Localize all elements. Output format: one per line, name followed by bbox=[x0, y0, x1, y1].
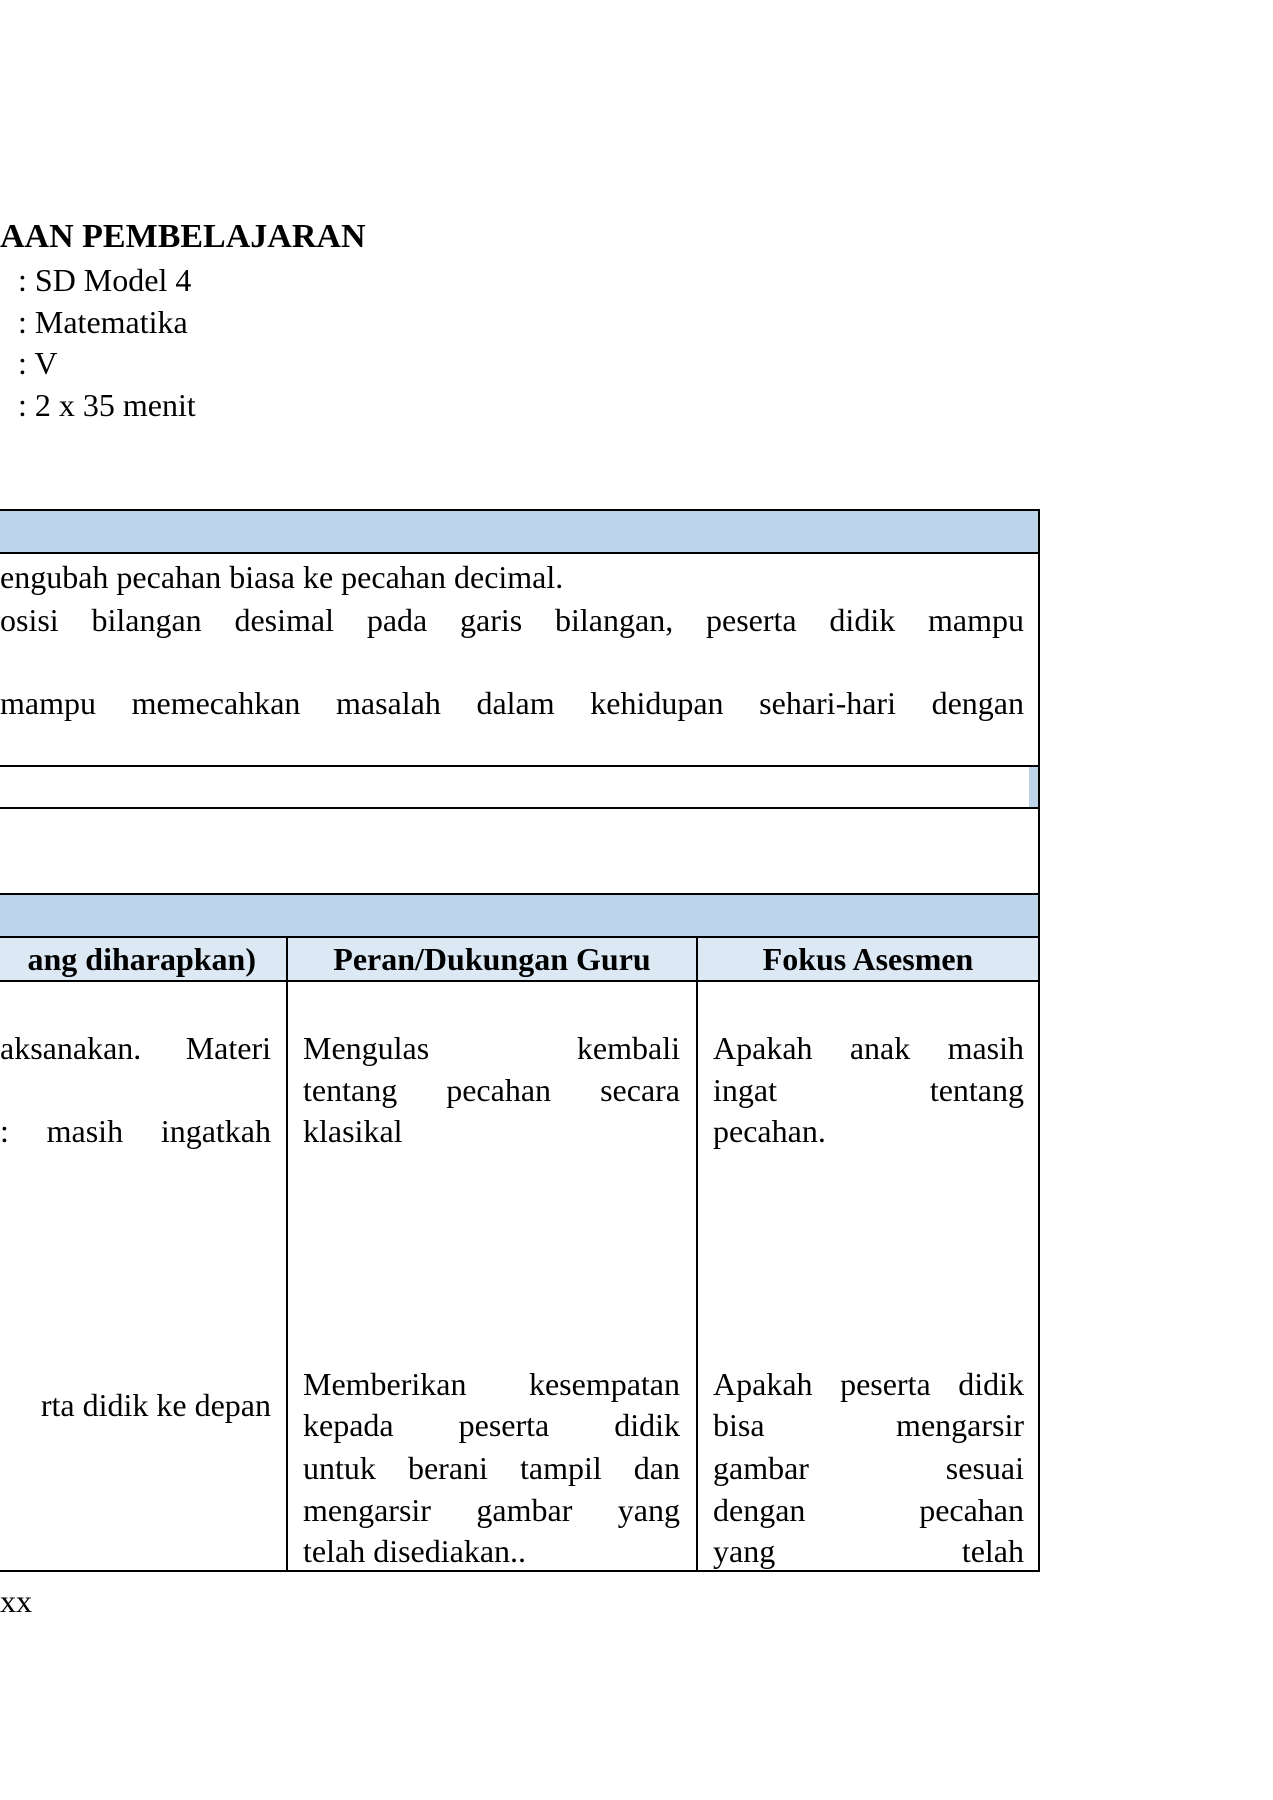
column-divider bbox=[286, 936, 288, 1572]
section-band-3 bbox=[0, 894, 1039, 937]
objective-line: osisi bilangan desimal pada garis bilangan, peserta didik mampu bbox=[0, 602, 1024, 638]
table-border bbox=[0, 936, 1040, 938]
table-border bbox=[0, 807, 1040, 809]
field-duration: : 2 x 35 menit bbox=[18, 387, 196, 423]
assessment-line: pecahan. bbox=[713, 1113, 826, 1149]
table-border bbox=[1038, 509, 1040, 1572]
column-divider bbox=[696, 936, 698, 1572]
objective-line: engubah pecahan biasa ke pecahan decimal. bbox=[0, 559, 564, 595]
assessment-line: Apakah anak masih bbox=[713, 1030, 1024, 1066]
assessment-line: dengan pecahan bbox=[713, 1492, 1024, 1528]
assessment-line: Apakah peserta didik bbox=[713, 1366, 1024, 1402]
column-header-activity: ang diharapkan) bbox=[27, 941, 256, 977]
teacher-line: klasikal bbox=[303, 1113, 403, 1149]
activity-line: aksanakan. Materi bbox=[0, 1030, 271, 1066]
assessment-line: gambar sesuai bbox=[713, 1450, 1024, 1486]
teacher-line: mengarsir gambar yang bbox=[303, 1492, 680, 1528]
footer-text: xx bbox=[0, 1583, 32, 1619]
table-border bbox=[0, 552, 1040, 554]
assessment-line: ingat tentang bbox=[713, 1072, 1024, 1108]
column-header-teacher: Peran/Dukungan Guru bbox=[333, 941, 651, 977]
document-title: AAN PEMBELAJARAN bbox=[0, 218, 366, 255]
teacher-line: telah disediakan.. bbox=[303, 1533, 527, 1569]
teacher-line: kepada peserta didik bbox=[303, 1407, 680, 1443]
teacher-line: Memberikan kesempatan bbox=[303, 1366, 680, 1402]
table-border bbox=[0, 980, 1040, 982]
field-class: : V bbox=[18, 345, 58, 381]
objective-line: mampu memecahkan masalah dalam kehidupan sehari-hari dengan bbox=[0, 685, 1024, 721]
activity-line: rta didik ke depan bbox=[40, 1387, 271, 1423]
assessment-line: yang telah bbox=[713, 1533, 1024, 1569]
assessment-line: bisa mengarsir bbox=[713, 1407, 1024, 1443]
table-border bbox=[0, 893, 1040, 895]
teacher-line: untuk berani tampil dan bbox=[303, 1450, 680, 1486]
field-subject: : Matematika bbox=[18, 304, 188, 340]
table-border bbox=[0, 509, 1040, 511]
section-band-1 bbox=[0, 510, 1039, 553]
teacher-line: Mengulas kembali bbox=[303, 1030, 680, 1066]
activity-line: : masih ingatkah bbox=[0, 1113, 271, 1149]
column-header-assessment: Fokus Asesmen bbox=[762, 941, 974, 977]
field-school: : SD Model 4 bbox=[18, 262, 192, 298]
teacher-line: tentang pecahan secara bbox=[303, 1072, 680, 1108]
table-border bbox=[0, 765, 1040, 767]
